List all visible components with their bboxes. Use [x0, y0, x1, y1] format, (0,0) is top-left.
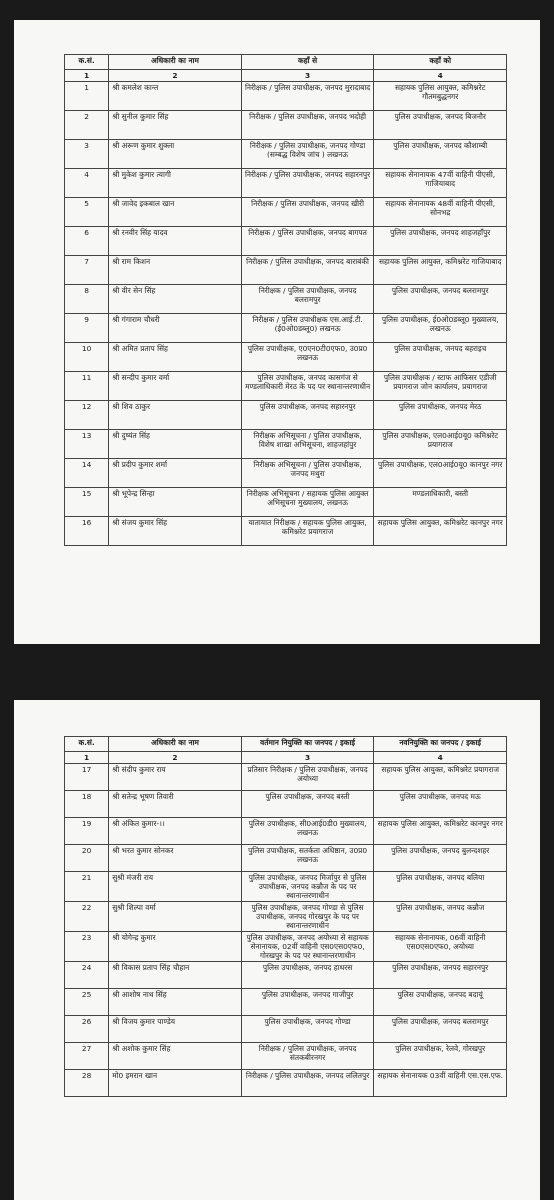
officer-name-cell: श्री सन्दीप कुमार वर्मा [109, 372, 242, 401]
to-posting-cell: सहायक पुलिस आयुक्त, कमिश्नरेट गौतमबुद्धनगर [374, 82, 507, 111]
header-to: कहाँ को [374, 55, 507, 70]
from-posting-cell: पुलिस उपाधीक्षक, जनपद गोण्डा से पुलिस उपाधीक्षक, जनपद गोरखपुर के पद पर स्थानान्तरणाधीन [241, 902, 374, 932]
column-number: 3 [241, 752, 374, 764]
officer-name-cell: श्री वीर सेन सिंह [109, 285, 242, 314]
serial-number-cell: 12 [65, 401, 109, 430]
serial-number-cell: 27 [65, 1043, 109, 1070]
header-officer-name: अधिकारी का नाम [109, 55, 242, 70]
column-number: 2 [109, 70, 242, 82]
officer-name-cell: श्री जावेद इकबाल खान [109, 198, 242, 227]
serial-number-cell: 14 [65, 459, 109, 488]
serial-number-cell: 18 [65, 791, 109, 818]
table-row [65, 140, 507, 169]
serial-number-cell: 20 [65, 845, 109, 872]
table-row [65, 488, 507, 517]
from-posting-cell: पुलिस उपाधीक्षक, ए0एन0टी0एफ0, उ0प्र0 लखनऊ [241, 343, 374, 372]
table-row [65, 764, 507, 791]
from-posting-cell: पुलिस उपाधीक्षक, जनपद हाथरस [241, 962, 374, 989]
from-posting-cell: निरीक्षक अभिसूचना / पुलिस उपाधीक्षक, विशेष शाखा अभिसूचना, शाहजहांपुर [241, 430, 374, 459]
from-posting-cell: पुलिस उपाधीक्षक, जनपद गोण्डा [241, 1016, 374, 1043]
to-posting-cell: सहायक पुलिस आयुक्त, कमिश्नरेट कानपुर नगर [374, 517, 507, 546]
from-posting-cell: प्रतिसार निरीक्षक / पुलिस उपाधीक्षक, जनपद अयोध्या [241, 764, 374, 791]
officer-name-cell: श्री सतेन्द्र भूषण तिवारी [109, 791, 242, 818]
serial-number-cell: 2 [65, 111, 109, 140]
to-posting-cell: सहायक पुलिस आयुक्त, कमिश्नरेट प्रयागराज [374, 764, 507, 791]
from-posting-cell: पुलिस उपाधीक्षक, जनपद मिर्जापुर से पुलिस उपाधीक्षक, जनपद कन्नौज के पद पर स्थानान्तरणाधीन [241, 872, 374, 902]
serial-number-cell: 25 [65, 989, 109, 1016]
officer-name-cell: श्री विकास प्रताप सिंह चौहान [109, 962, 242, 989]
serial-number-cell: 11 [65, 372, 109, 401]
from-posting-cell: पुलिस उपाधीक्षक, जनपद सहारनपुर [241, 401, 374, 430]
to-posting-cell: पुलिस उपाधीक्षक, जनपद सहारनपुर [374, 962, 507, 989]
officer-name-cell: श्री दुष्यंत सिंह [109, 430, 242, 459]
from-posting-cell: निरीक्षक / पुलिस उपाधीक्षक, जनपद खीरी [241, 198, 374, 227]
table-row [65, 198, 507, 227]
officer-name-cell: मो0 इमरान खान [109, 1070, 242, 1097]
officer-name-cell: श्री संजय कुमार सिंह [109, 517, 242, 546]
officer-name-cell: श्री शिव ठाकुर [109, 401, 242, 430]
table-row [65, 1016, 507, 1043]
officer-name-cell: श्री कमलेश कान्त [109, 82, 242, 111]
to-posting-cell: पुलिस उपाधीक्षक, एल0आई0यू0 कानपुर नगर [374, 459, 507, 488]
serial-number-cell: 4 [65, 169, 109, 198]
transfer-table-1 [64, 54, 507, 546]
column-number-row [65, 70, 507, 82]
column-number: 4 [374, 70, 507, 82]
table-row [65, 314, 507, 343]
table-row [65, 962, 507, 989]
to-posting-cell: पुलिस उपाधीक्षक, जनपद बुलन्दशहर [374, 845, 507, 872]
table-row [65, 227, 507, 256]
column-number-row [65, 752, 507, 764]
serial-number-cell: 8 [65, 285, 109, 314]
column-number: 2 [109, 752, 242, 764]
officer-name-cell: श्री मुकेश कुमार त्यागी [109, 169, 242, 198]
to-posting-cell: सहायक पुलिस आयुक्त, कमिश्नरेट कानपुर नगर [374, 818, 507, 845]
officer-name-cell: श्री विजय कुमार पाण्डेय [109, 1016, 242, 1043]
table-row [65, 932, 507, 962]
officer-name-cell: सुश्री मंजरी राय [109, 872, 242, 902]
to-posting-cell: पुलिस उपाधीक्षक, जनपद मेरठ [374, 401, 507, 430]
to-posting-cell: पुलिस उपाधीक्षक, जनपद बलिया [374, 872, 507, 902]
from-posting-cell: निरीक्षक अभिसूचना / सहायक पुलिस आयुक्त अभिसूचना मुख्यालय, लखनऊ [241, 488, 374, 517]
officer-name-cell: श्री भरत कुमार सोनकर [109, 845, 242, 872]
table-row [65, 256, 507, 285]
table-row [65, 902, 507, 932]
to-posting-cell: सहायक सेनानायक 03वीं वाहिनी एस.एस.एफ. [374, 1070, 507, 1097]
table-row [65, 343, 507, 372]
serial-number-cell: 5 [65, 198, 109, 227]
to-posting-cell: पुलिस उपाधीक्षक, एल0आई0यू0 कमिश्नरेट प्रयागराज [374, 430, 507, 459]
table-row [65, 430, 507, 459]
officer-name-cell: श्री राम किशन [109, 256, 242, 285]
from-posting-cell: निरीक्षक / पुलिस उपाधीक्षक, जनपद ललितपुर [241, 1070, 374, 1097]
header-current-posting: वर्तमान नियुक्ति का जनपद / इकाई [241, 737, 374, 752]
serial-number-cell: 17 [65, 764, 109, 791]
from-posting-cell: पुलिस उपाधीक्षक, जनपद अयोध्या से सहायक सेनानायक, 02वीं वाहिनी एस0एस0एफ0, गोरखपुर के पद पर स्थानान्तरणाधीन [241, 932, 374, 962]
table-row [65, 401, 507, 430]
serial-number-cell: 22 [65, 902, 109, 932]
to-posting-cell: मण्डलाधिकारी, बस्ती [374, 488, 507, 517]
officer-name-cell: श्री अमित प्रताप सिंह [109, 343, 242, 372]
table-row [65, 82, 507, 111]
to-posting-cell: पुलिस उपाधीक्षक, ई0ओ0डब्लू0 मुख्यालय, लखनऊ [374, 314, 507, 343]
from-posting-cell: पुलिस उपाधीक्षक, सी0आई0डी0 मुख्यालय, लखनऊ [241, 818, 374, 845]
to-posting-cell: पुलिस उपाधीक्षक, जनपद शाहजहाँपुर [374, 227, 507, 256]
officer-name-cell: श्री आशोष नाथ सिंह [109, 989, 242, 1016]
header-officer-name: अधिकारी का नाम [109, 737, 242, 752]
serial-number-cell: 10 [65, 343, 109, 372]
serial-number-cell: 21 [65, 872, 109, 902]
from-posting-cell: पुलिस उपाधीक्षक, जनपद कासगंज से मण्डलाधिकारी मेरठ के पद पर स्थानान्तरणाधीन [241, 372, 374, 401]
officer-name-cell: श्री अरूण कुमार शुक्ला [109, 140, 242, 169]
to-posting-cell: पुलिस उपाधीक्षक, जनपद कौशाम्बी [374, 140, 507, 169]
serial-number-cell: 24 [65, 962, 109, 989]
serial-number-cell: 13 [65, 430, 109, 459]
table-row [65, 1043, 507, 1070]
table-row [65, 169, 507, 198]
officer-name-cell: सुश्री शिल्पा वर्मा [109, 902, 242, 932]
header-new-posting: नवनियुक्ति का जनपद / इकाई [374, 737, 507, 752]
table-row [65, 1070, 507, 1097]
officer-name-cell: श्री प्रदीप कुमार शर्मा [109, 459, 242, 488]
table-row [65, 111, 507, 140]
from-posting-cell: निरीक्षक / पुलिस उपाधीक्षक, जनपद भदोही [241, 111, 374, 140]
from-posting-cell: निरीक्षक / पुलिस उपाधीक्षक एस.आई.टी.(ई0ओ0डब्लू0) लखनऊ [241, 314, 374, 343]
officer-name-cell: श्री भूपेन्द्र सिन्हा [109, 488, 242, 517]
to-posting-cell: पुलिस उपाधीक्षक / स्टाफ आफिसर एडीजी प्रयागराज जोन कार्यालय, प्रयागराज [374, 372, 507, 401]
from-posting-cell: निरीक्षक / पुलिस उपाधीक्षक, जनपद गोण्डा (सम्बद्ध विशेष जांच ) लखनऊ [241, 140, 374, 169]
from-posting-cell: निरीक्षक / पुलिस उपाधीक्षक, जनपद मुरादाबाद [241, 82, 374, 111]
serial-number-cell: 23 [65, 932, 109, 962]
document-page-2 [14, 700, 540, 1200]
serial-number-cell: 15 [65, 488, 109, 517]
table-row [65, 459, 507, 488]
table-header-row [65, 55, 507, 70]
to-posting-cell: पुलिस उपाधीक्षक, जनपद बदायूं [374, 989, 507, 1016]
header-serial: क.सं. [65, 737, 109, 752]
table-row [65, 872, 507, 902]
to-posting-cell: सहायक सेनानायक 48वीं वाहिनी पीएसी, सोनभद्र [374, 198, 507, 227]
table-row [65, 285, 507, 314]
serial-number-cell: 28 [65, 1070, 109, 1097]
column-number: 1 [65, 70, 109, 82]
serial-number-cell: 16 [65, 517, 109, 546]
serial-number-cell: 1 [65, 82, 109, 111]
to-posting-cell: पुलिस उपाधीक्षक, जनपद कन्नौज [374, 902, 507, 932]
serial-number-cell: 6 [65, 227, 109, 256]
from-posting-cell: निरीक्षक / पुलिस उपाधीक्षक, जनपद संतकबीरनगर [241, 1043, 374, 1070]
officer-name-cell: श्री रनवीर सिंह यादव [109, 227, 242, 256]
officer-name-cell: श्री संदीप कुमार राय [109, 764, 242, 791]
table-row [65, 791, 507, 818]
table-row [65, 818, 507, 845]
header-serial: क.सं. [65, 55, 109, 70]
serial-number-cell: 9 [65, 314, 109, 343]
table-row [65, 372, 507, 401]
officer-name-cell: श्री गंगाराम चौधरी [109, 314, 242, 343]
to-posting-cell: पुलिस उपाधीक्षक, रेलवे, गोरखपुर [374, 1043, 507, 1070]
to-posting-cell: सहायक पुलिस आयुक्त, कमिश्नरेट गाजियाबाद [374, 256, 507, 285]
serial-number-cell: 19 [65, 818, 109, 845]
from-posting-cell: पुलिस उपाधीक्षक, जनपद गाजीपुर [241, 989, 374, 1016]
column-number: 3 [241, 70, 374, 82]
to-posting-cell: पुलिस उपाधीक्षक, जनपद बहराइच [374, 343, 507, 372]
from-posting-cell: निरीक्षक अभिसूचना / पुलिस उपाधीक्षक, जनपद मथुरा [241, 459, 374, 488]
to-posting-cell: सहायक सेनानायक, 06वीं वाहिनी एस0एस0एफ0, अयोध्या [374, 932, 507, 962]
to-posting-cell: पुलिस उपाधीक्षक, जनपद बलरामपुर [374, 1016, 507, 1043]
officer-name-cell: श्री योगेन्द्र कुमार [109, 932, 242, 962]
to-posting-cell: पुलिस उपाधीक्षक, जनपद मऊ [374, 791, 507, 818]
from-posting-cell: यातायात निरीक्षक / सहायक पुलिस आयुक्त, कमिश्नरेट प्रयागराज [241, 517, 374, 546]
from-posting-cell: निरीक्षक / पुलिस उपाधीक्षक, जनपद बाराबंकी [241, 256, 374, 285]
from-posting-cell: पुलिस उपाधीक्षक, सतर्कता अधिष्ठान, उ0प्र0 लखनऊ [241, 845, 374, 872]
table-header-row [65, 737, 507, 752]
to-posting-cell: सहायक सेनानायक 47वीं वाहिनी पीएसी, गाजियाबाद [374, 169, 507, 198]
officer-name-cell: श्री अशोक कुमार सिंह [109, 1043, 242, 1070]
document-page-1 [14, 20, 540, 644]
column-number: 1 [65, 752, 109, 764]
to-posting-cell: पुलिस उपाधीक्षक, जनपद बिजनौर [374, 111, 507, 140]
serial-number-cell: 26 [65, 1016, 109, 1043]
from-posting-cell: पुलिस उपाधीक्षक, जनपद बस्ती [241, 791, 374, 818]
column-number: 4 [374, 752, 507, 764]
from-posting-cell: निरीक्षक / पुलिस उपाधीक्षक, जनपद बलरामपुर [241, 285, 374, 314]
header-from: कहाँ से [241, 55, 374, 70]
table-row [65, 517, 507, 546]
table-row [65, 989, 507, 1016]
to-posting-cell: पुलिस उपाधीक्षक, जनपद बलरामपुर [374, 285, 507, 314]
table-row [65, 845, 507, 872]
serial-number-cell: 7 [65, 256, 109, 285]
officer-name-cell: श्री अंकित कुमार-।। [109, 818, 242, 845]
from-posting-cell: निरीक्षक / पुलिस उपाधीक्षक, जनपद बागपत [241, 227, 374, 256]
from-posting-cell: निरीक्षक / पुलिस उपाधीक्षक, जनपद सहारनपुर [241, 169, 374, 198]
serial-number-cell: 3 [65, 140, 109, 169]
officer-name-cell: श्री सुनील कुमार सिंह [109, 111, 242, 140]
transfer-table-2 [64, 736, 507, 1097]
